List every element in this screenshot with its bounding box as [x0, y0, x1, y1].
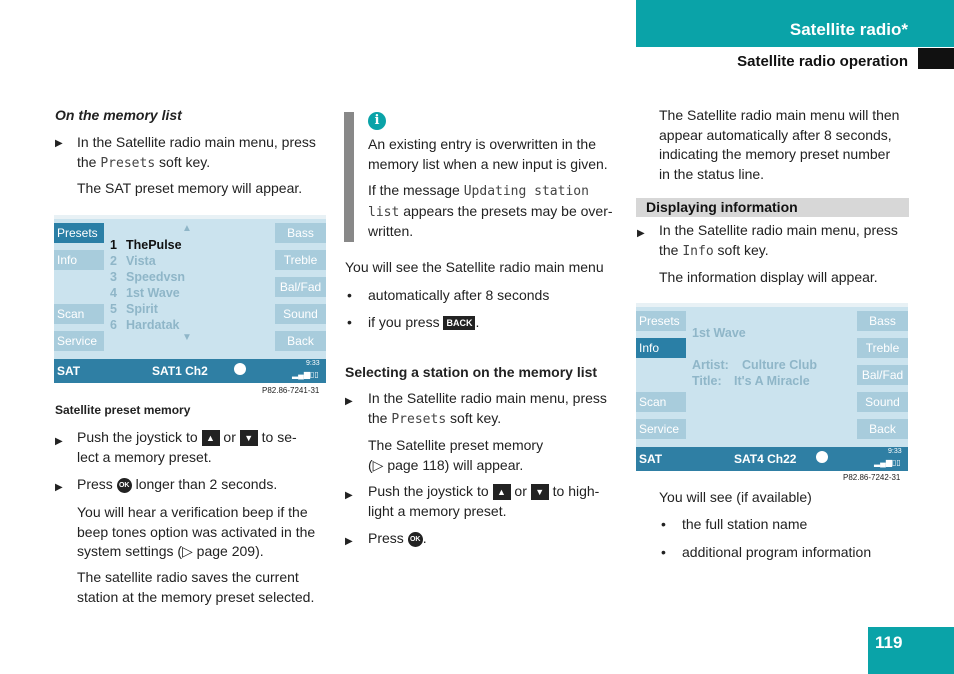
softkey-sound: Sound [275, 304, 326, 324]
preset-name: ThePulse [126, 238, 182, 252]
disc-icon [234, 363, 246, 375]
paragraph: You will see the Satellite radio main menu [345, 259, 604, 275]
softkey-service: Service [54, 331, 104, 351]
result-text: The SAT preset memory will appear. [77, 180, 303, 196]
softkey-scan: Scan [636, 392, 686, 412]
artist-value: Culture Club [742, 358, 817, 372]
softkey-bal-fad: Bal/Fad [275, 277, 326, 297]
step-arrow: ▶ [55, 436, 63, 447]
scroll-up-icon: ▲ [182, 223, 192, 234]
step-arrow: ▶ [637, 228, 645, 239]
title-label: Title: [692, 374, 722, 388]
info-text: An existing entry is overwritten in the memory list when a new input is given. [368, 136, 608, 172]
status-line [54, 359, 326, 383]
preset-name: Speedvsn [126, 270, 186, 284]
status-line [636, 447, 908, 471]
step-arrow: ▶ [345, 490, 353, 501]
scroll-down-icon: ▼ [182, 332, 192, 343]
softkey-bal-fad: Bal/Fad [857, 365, 908, 385]
ok-button-icon: OK [117, 478, 132, 493]
section-title: Satellite radio operation [737, 53, 908, 70]
clock: 9:33 [888, 448, 902, 455]
info-display-screen [636, 303, 908, 471]
status-channel: SAT4 Ch22 [734, 452, 797, 466]
step-arrow: ▶ [55, 138, 63, 149]
joystick-up-icon: ▲ [202, 430, 220, 446]
paragraph: The Satellite radio main menu will then appear automatically after 8 seconds, indicating the memory preset number in the status line. [659, 107, 900, 182]
bullet: • [347, 287, 352, 303]
artist-label: Artist: [692, 358, 729, 372]
title-value: It's A Miracle [734, 374, 810, 388]
preset-number: 2 [110, 254, 117, 268]
step-text: Push the joystick to ▲ or ▼ to se- lect a memory preset. [77, 429, 297, 465]
bullet: • [661, 544, 666, 560]
softkey-treble: Treble [857, 338, 908, 358]
figure-code: P82.86-7242-31 [843, 473, 901, 482]
paragraph: You will see (if available) [659, 489, 812, 505]
disc-icon [816, 451, 828, 463]
step-text: Push the joystick to ▲ or ▼ to high- light a memory preset. [368, 483, 600, 519]
page-number: 119 [875, 633, 903, 652]
section-bar [636, 198, 909, 217]
clock: 9:33 [306, 360, 320, 367]
softkey-scan: Scan [54, 304, 104, 324]
chapter-title: Satellite radio* [789, 20, 908, 39]
step-arrow: ▶ [345, 396, 353, 407]
status-channel: SAT1 Ch2 [152, 364, 208, 378]
softkey-service: Service [636, 419, 686, 439]
info-icon: i [368, 112, 386, 130]
ok-button-icon: OK [408, 532, 423, 547]
figure-code: P82.86-7241-31 [262, 386, 320, 395]
preset-name: 1st Wave [126, 286, 180, 300]
softkey-back: Back [275, 331, 326, 351]
paragraph: You will hear a verification beep if the beep tones option was activated in the system settings (▷ page 209). [77, 504, 316, 559]
info-text: If the message Updating station list appears the presets may be over- written. [368, 182, 613, 239]
figure-caption: Satellite preset memory [55, 403, 191, 417]
signal-icon: ▂▄▆▯▯ [874, 458, 901, 467]
step-text: In the Satellite radio main menu, press the Info soft key. [659, 222, 898, 259]
header-marker [918, 48, 954, 69]
result-text: The information display will appear. [659, 269, 878, 285]
preset-number: 6 [110, 318, 117, 332]
preset-memory-screen [54, 215, 326, 383]
step-arrow: ▶ [345, 536, 353, 547]
step-text: In the Satellite radio main menu, press the Presets soft key. [368, 390, 607, 427]
subheading: Selecting a station on the memory list [345, 364, 598, 380]
bullet-text: additional program information [682, 544, 872, 560]
step-text: Press OK . [368, 530, 427, 546]
memory-list-heading: On the memory list [55, 107, 182, 123]
preset-number: 1 [110, 238, 117, 252]
presets-softkey-ref: Presets [100, 155, 156, 171]
step-text: In the Satellite radio main menu, press the Presets soft key. [77, 134, 316, 171]
softkey-info: Info [54, 250, 104, 270]
preset-number: 5 [110, 302, 117, 316]
status-band: SAT [639, 452, 663, 466]
preset-number: 4 [110, 286, 117, 300]
signal-icon: ▂▄▆▯▯ [292, 370, 319, 379]
paragraph: The satellite radio saves the current station at the memory preset selected. [77, 569, 315, 605]
softkey-info: Info [636, 338, 686, 358]
step-text: Press OK longer than 2 seconds. [77, 476, 278, 492]
bullet-text: the full station name [682, 516, 808, 532]
softkey-back: Back [857, 419, 908, 439]
joystick-down-icon: ▼ [531, 484, 549, 500]
bullet: • [661, 516, 666, 532]
preset-name: Hardatak [126, 318, 180, 332]
result-text: The Satellite preset memory (▷ page 118) will appear. [368, 437, 544, 473]
softkey-bass: Bass [857, 311, 908, 331]
softkey-treble: Treble [275, 250, 326, 270]
preset-name: Spirit [126, 302, 158, 316]
softkey-sound: Sound [857, 392, 908, 412]
bullet-text: if you press BACK . [368, 314, 480, 330]
back-button-icon: BACK [443, 316, 475, 330]
bullet: • [347, 314, 352, 330]
info-bar [344, 112, 354, 242]
station-name: 1st Wave [692, 326, 746, 340]
step-arrow: ▶ [55, 482, 63, 493]
section-heading: Displaying information [646, 199, 798, 215]
joystick-up-icon: ▲ [493, 484, 511, 500]
softkey-bass: Bass [275, 223, 326, 243]
preset-name: Vista [126, 254, 156, 268]
joystick-down-icon: ▼ [240, 430, 258, 446]
softkey-presets: Presets [54, 223, 104, 243]
status-band: SAT [57, 364, 81, 378]
preset-number: 3 [110, 270, 117, 284]
softkey-presets: Presets [636, 311, 686, 331]
bullet-text: automatically after 8 seconds [368, 287, 550, 303]
